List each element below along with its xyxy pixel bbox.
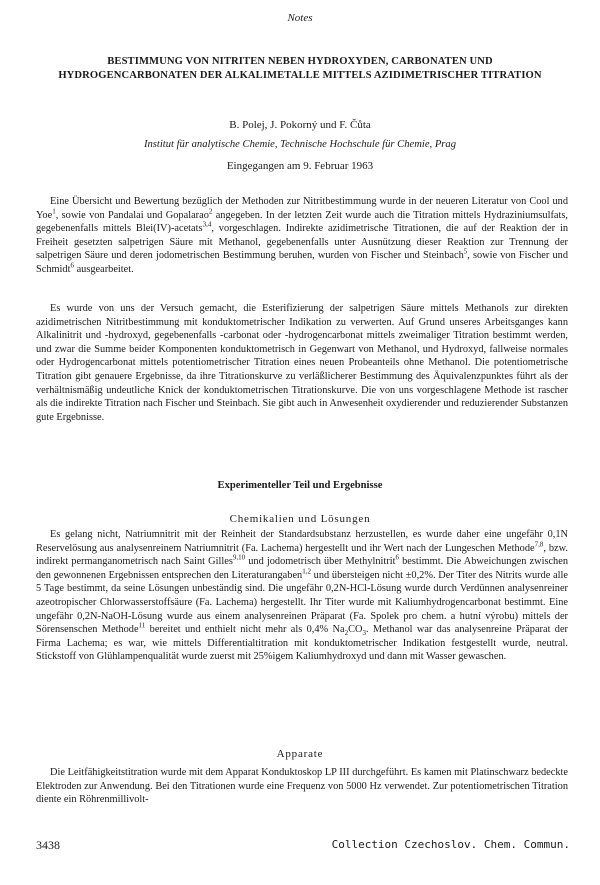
text-run: , bzw. indirekt permanganometrisch nach Saint Gilles: [36, 542, 568, 568]
reference-sup: 1: [52, 207, 56, 216]
article-title: BESTIMMUNG VON NITRITEN NEBEN HYDROXYDEN, CARBONATEN UND HYDROGENCARBONATEN DER ALKALIMETALLE MITTELS AZIDIMETRISCHER TITRATION: [58, 56, 542, 81]
journal-name: Collection Czechoslov. Chem. Commun.: [331, 838, 570, 851]
apparatus-paragraph: [36, 766, 568, 807]
reference-sup: 6: [70, 261, 74, 270]
running-header: Notes: [287, 12, 313, 24]
reference-sup: 2: [208, 207, 213, 216]
paragraph-text: Die Leitfähigkeitstitration wurde mit dem Apparat Konduktoskop LP III durchgeführt. Es kamen mit Platinschwarz bedeckte Elektroden zur Anwendung. Bei den Titrationen wurde eine Frequenz von 5000 Hz verwendet. Zur potentiometrischen Titration diente ein Röhrenmillivolt-: [36, 767, 568, 806]
text-run: und übersteigen nicht ±0,2%. Der Titer des Nitrits wurde alle 5 Tage bestimmt, da seine Lösungen unbeständig sind. Die ungefähr 0,2N-HCl-Lösung wurde durch Verdünnen analysenreiner azeotropischer Chlorwasserstoffsäure (Fa. Lachema) hergestellt. Ihr Titer wurde mit Kaliumhydrogencarbonat bestimmt. Eine ungefähr 0,2N-NaOH-Lösung wurde aus einem analysenreinen Präparat (Fa. Spolek pro chem. a hutní výrobu) mittels der Sörensenschen Methode: [36, 569, 568, 636]
reference-sup: 11: [138, 621, 146, 630]
reference-sup: 6: [395, 553, 399, 562]
text-run: bereitet und enthielt nicht mehr als 0,4% Na: [145, 624, 345, 636]
text-run: und jodometrisch über Methylnitrit: [245, 556, 396, 568]
chemicals-paragraph: [36, 528, 568, 664]
paragraph-text: Es wurde von uns der Versuch gemacht, die Esterifizierung der salpetrigen Säure mittels Methanols zur direkten azidimetrischen Nitritbestimmung mit konduktometrischer Indikation zu verwerten. Auf Grund unseres Arbeitsganges kann Alkalinitrit und -hydroxyd, gegebenenfalls -carbonat oder -hydrogencarbonat mittels zweimaliger Titration bestimmt werden, und zwar die Summe beider Komponenten konduktometrisch in Gegenwart von Methanol, und Hydroxyd, fallweise normales oder Hydrogencarbonat mittels potentiometrischer Titration eines neuen Probeanteils ohne Methanol. Die potentiometrische Titration gibt genauere Ergebnisse, da ihre Titrationskurve zu verläßlicherer Bestimmung des Äquivalenzpunktes führt als der verhältnismäßig undeutliche Knick der konduktometrischen Titrationskurve. Die von uns vorgeschlagene Methode ist rascher als die indirekte Titration nach Fischer und Steinbach. Sie gibt auch in Anwesenheit oxydierender und reduzierender Substanzen gute Ergebnisse.: [36, 303, 568, 423]
reference-sup: 7,8: [534, 540, 544, 549]
intro-paragraph-1: [36, 195, 568, 277]
received-date: Eingegangen am 9. Februar 1963: [226, 160, 374, 172]
text-run: ausgearbeitet.: [73, 263, 134, 275]
text-run: angegeben. In der letzten Zeit wurde auch die Titration mittels Hydraziniumsulfats, gegebenenfalls mittels Blei(IV)-acetats: [36, 209, 568, 235]
reference-sup: 1,2: [302, 567, 311, 576]
subscript: 3: [362, 629, 366, 638]
subsection-heading-chemicals: Chemikalien und Lösungen: [229, 513, 371, 525]
reference-sup: 3,4: [202, 220, 212, 229]
text-run: , sowie von Fischer und Schmidt: [36, 250, 568, 275]
text-run: , sowie von Pandalai und Gopalarao: [55, 209, 209, 221]
text-run: bestimmt. Die Abweichungen zwischen den gewonnenen Ergebnissen entsprechen den Literaturangaben: [36, 556, 568, 581]
text-run: Es gelang nicht, Natriumnitrit mit der Reinheit der Standardsubstanz herzustellen, es wurde daher eine ungefähr 0,1N Reservelösung aus analysenreinem Natriumnitrit (Fa. Lachema) hergestellt und ihr Wert nach der Lungeschen Methode: [36, 529, 568, 554]
subsection-heading-apparatus: Apparate: [276, 748, 324, 760]
page-number: 3438: [36, 838, 60, 852]
subscript: 2: [344, 629, 349, 638]
text-run: . Methanol war das analysenreine Präparat der Firma Lachema; es war, wie mittels Differentialtitration mit konduktometrischer Indikation festgestellt wurde, neutral. Stickstoff von Glühlampenqualität wurde zuerst mit 25%igem Kaliumhydroxyd und dann mit Wasser gewaschen.: [36, 624, 568, 663]
reference-sup: 5: [463, 247, 468, 256]
text-run: , vorgeschlagen. Indirekte azidimetrische Titrationen, die auf der Reaktion der in Freiheit gesetzten salpetrigen Säure mit Methanol, gegebenenfalls unter Ausnützung dieser Reaktion zur Trennung der salpetrigen Säure und deren jodometrischen Bestimmung beruhen, wurden von Fischer und Steinbach: [36, 223, 568, 262]
authors: B. Polej, J. Pokorný und F. Čůta: [229, 119, 371, 131]
text-run: CO: [348, 624, 363, 636]
reference-sup: 9,10: [232, 553, 246, 562]
section-heading-experimental: Experimenteller Teil und Ergebnisse: [217, 480, 383, 491]
institute: Institut für analytische Chemie, Technische Hochschule für Chemie, Prag: [143, 139, 457, 150]
intro-paragraph-2: [36, 302, 568, 424]
text-run: Eine Übersicht und Bewertung bezüglich der Methoden zur Nitritbestimmung wurde in der neueren Literatur von Cool und Yoe: [36, 196, 568, 221]
